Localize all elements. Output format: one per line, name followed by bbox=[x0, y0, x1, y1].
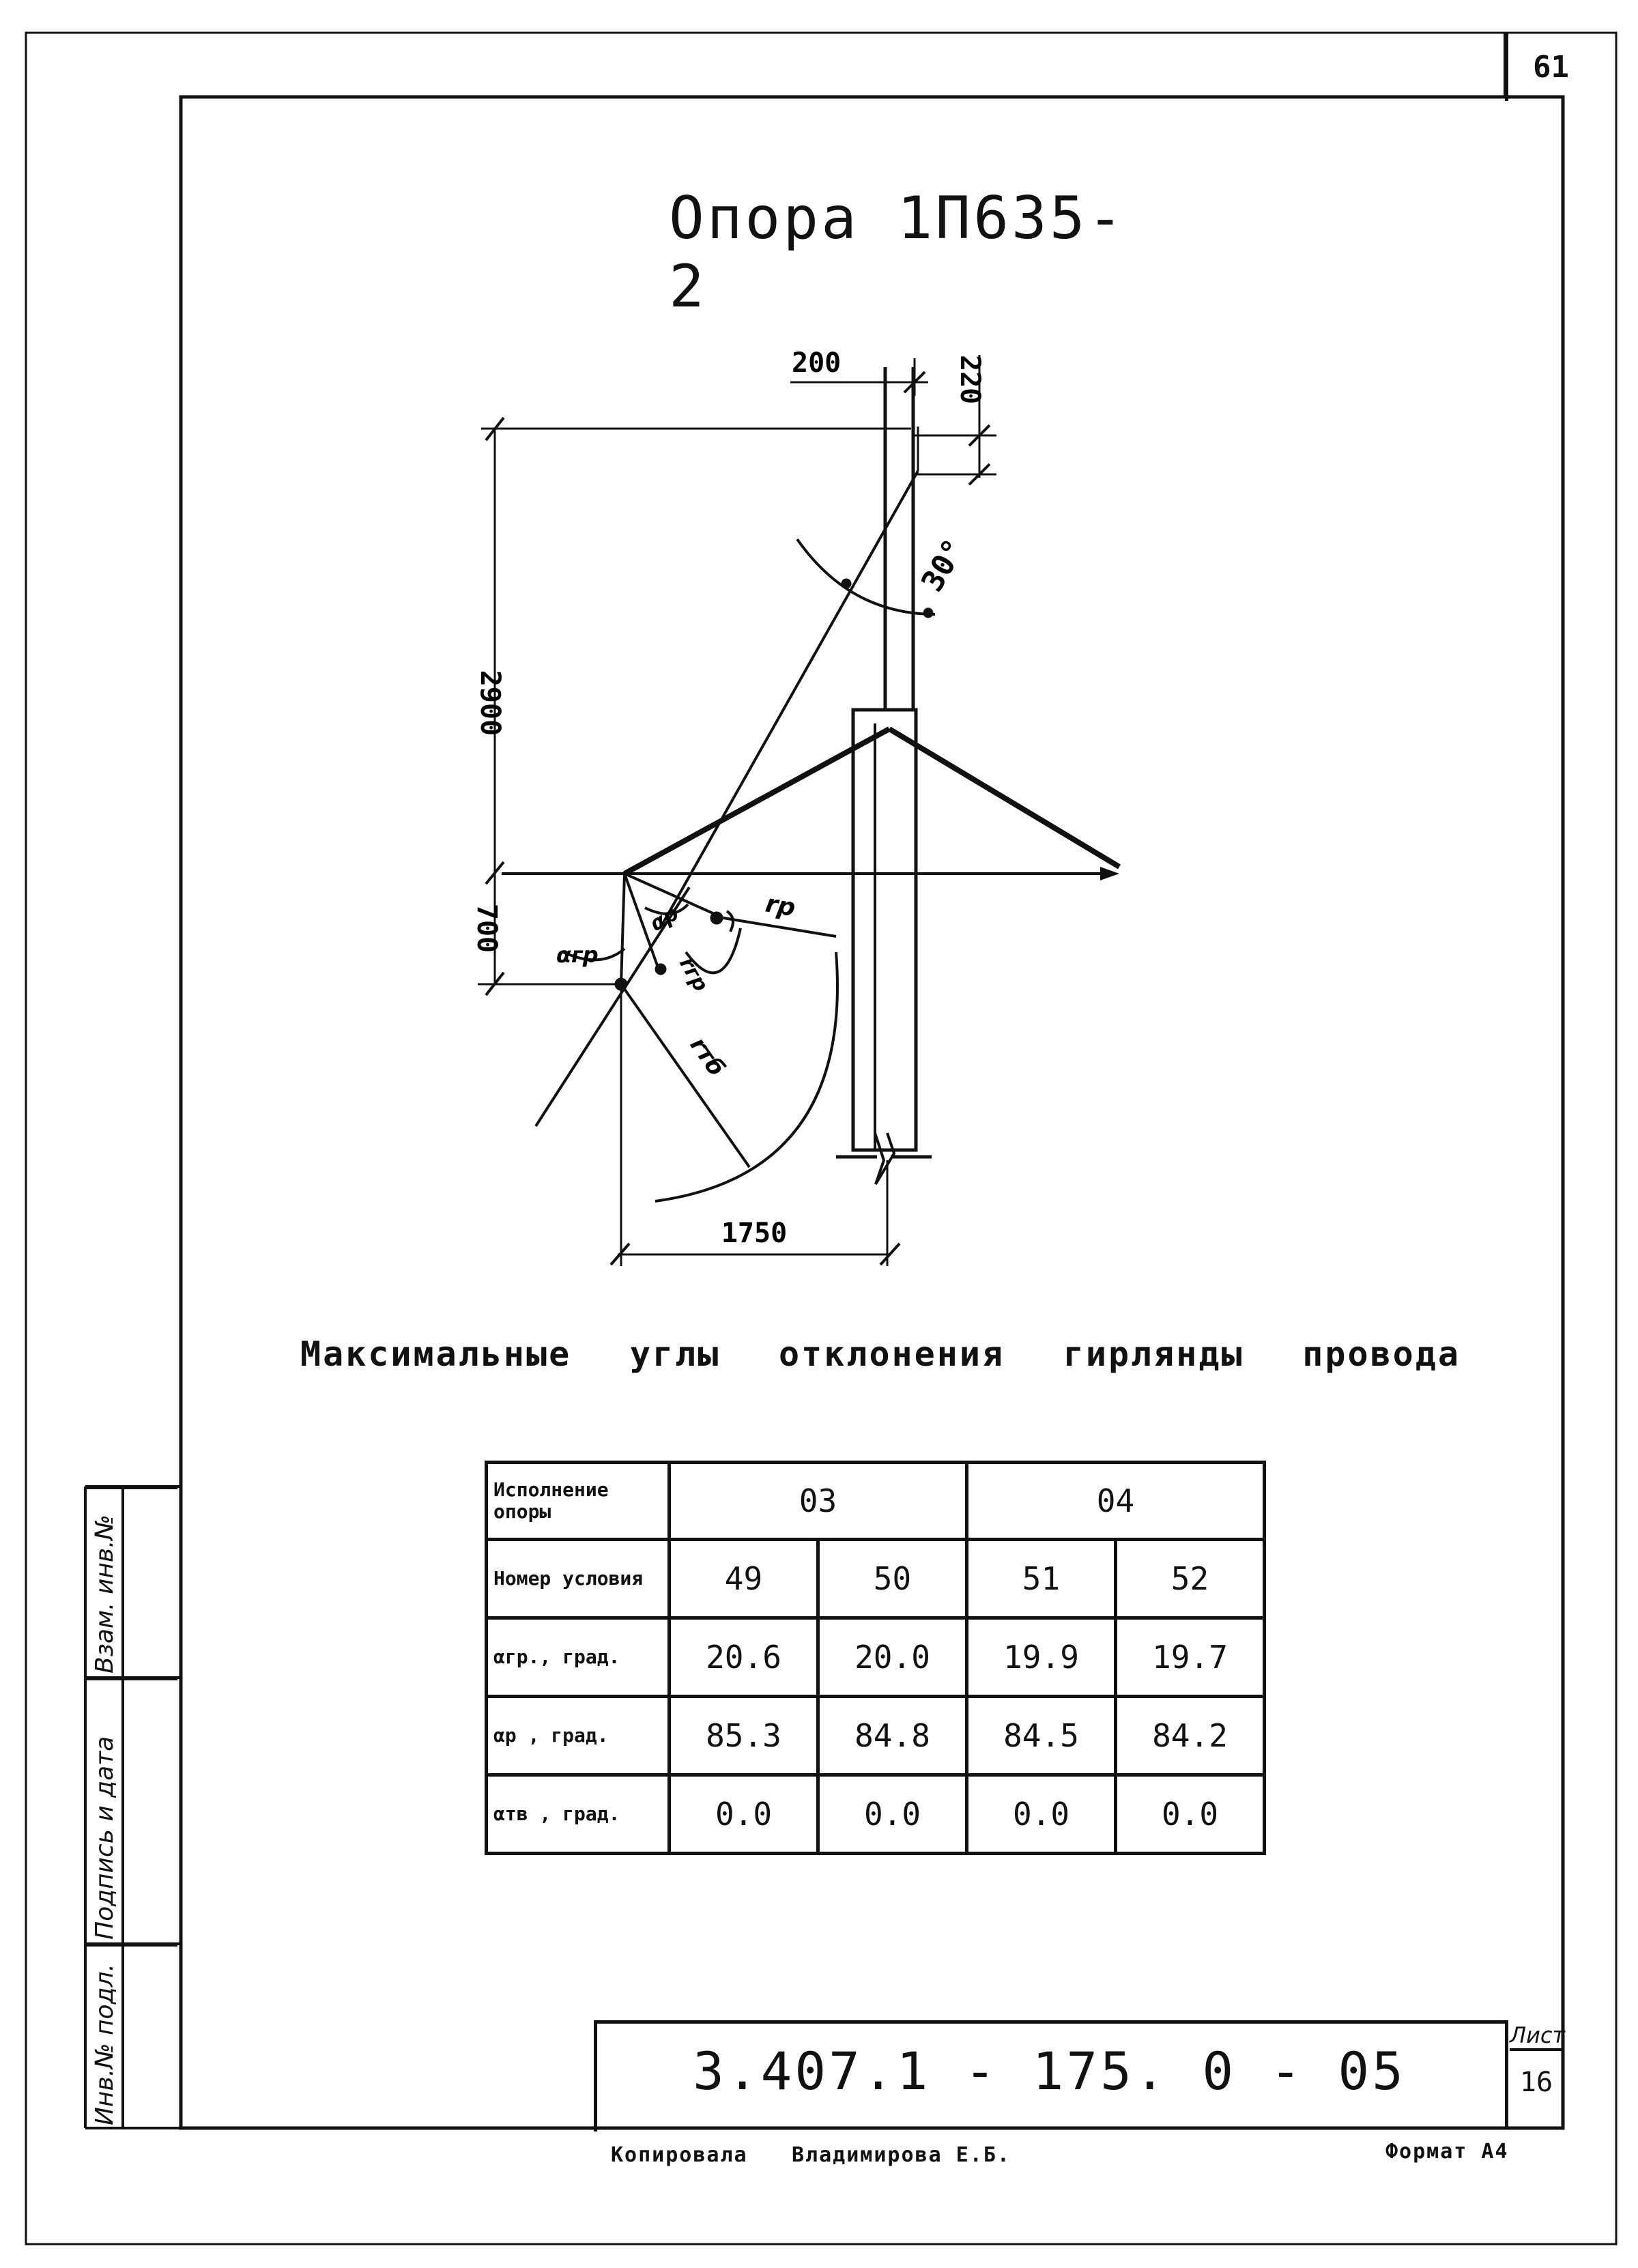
footer-name: Владимирова Е.Б. bbox=[792, 2143, 1011, 2167]
cond-label: Номер условия bbox=[487, 1540, 670, 1618]
value-cell: 20.6 bbox=[670, 1618, 818, 1697]
group-cell: 03 bbox=[670, 1463, 967, 1540]
label-a-r: αр bbox=[646, 901, 683, 936]
heading-word: провода bbox=[1302, 1334, 1461, 1374]
cond-cell: 50 bbox=[818, 1540, 967, 1618]
group-cell: 04 bbox=[967, 1463, 1265, 1540]
footer-format: Формат А4 bbox=[1385, 2140, 1509, 2164]
row-label: αтв , град. bbox=[487, 1775, 670, 1854]
list-value: 16 bbox=[1519, 2067, 1553, 2098]
side-text-replace: Взам. инв.№ bbox=[91, 1515, 119, 1674]
sheet-number: 61 bbox=[1505, 33, 1594, 101]
value-cell: 84.8 bbox=[818, 1697, 967, 1775]
cond-cell: 52 bbox=[1116, 1540, 1265, 1618]
value-cell: 0.0 bbox=[670, 1775, 818, 1854]
list-label: Лист bbox=[1510, 2022, 1563, 2051]
value-cell: 19.9 bbox=[967, 1618, 1116, 1697]
side-text-signature: Подпись и дата bbox=[91, 1736, 119, 1940]
heading-word: гирлянды bbox=[1063, 1334, 1244, 1374]
value-cell: 20.0 bbox=[818, 1618, 967, 1697]
angle-30-label: 30° bbox=[915, 533, 973, 598]
exec-label: Исполнение опоры bbox=[487, 1463, 670, 1540]
value-cell: 84.2 bbox=[1116, 1697, 1265, 1775]
side-text-inventory: Инв.№ подл. bbox=[91, 1964, 119, 2125]
label-r-tb: rтб bbox=[684, 1032, 730, 1082]
label-r-p: rр bbox=[763, 889, 798, 923]
value-cell: 0.0 bbox=[818, 1775, 967, 1854]
heading-word: углы bbox=[629, 1334, 721, 1374]
value-cell: 85.3 bbox=[670, 1697, 818, 1775]
document-code: 3.407.1 - 175. 0 - 05 bbox=[693, 2041, 1406, 2101]
cond-cell: 49 bbox=[670, 1540, 818, 1618]
footer-copied-by: Копировала bbox=[611, 2143, 748, 2167]
dim-height-main: 2900 bbox=[474, 670, 506, 736]
cond-cell: 51 bbox=[967, 1540, 1116, 1618]
label-r-gr: rгр bbox=[674, 953, 713, 996]
dim-top-width: 200 bbox=[792, 347, 842, 379]
dim-height-low: 700 bbox=[471, 903, 502, 953]
value-cell: 19.7 bbox=[1116, 1618, 1265, 1697]
value-cell: 84.5 bbox=[967, 1697, 1116, 1775]
page-title: Опора 1П635-2 bbox=[669, 184, 1126, 321]
value-cell: 0.0 bbox=[1116, 1775, 1265, 1854]
dim-top-height: 220 bbox=[954, 355, 986, 405]
row-label: αгр., град. bbox=[487, 1618, 670, 1697]
row-label: αр , град. bbox=[487, 1697, 670, 1775]
value-cell: 0.0 bbox=[967, 1775, 1116, 1854]
heading-word: отклонения bbox=[779, 1334, 1005, 1374]
dim-base: 1750 bbox=[721, 1218, 788, 1249]
heading-word: Максимальные bbox=[300, 1334, 572, 1374]
label-a-gr: αгр bbox=[556, 942, 599, 968]
